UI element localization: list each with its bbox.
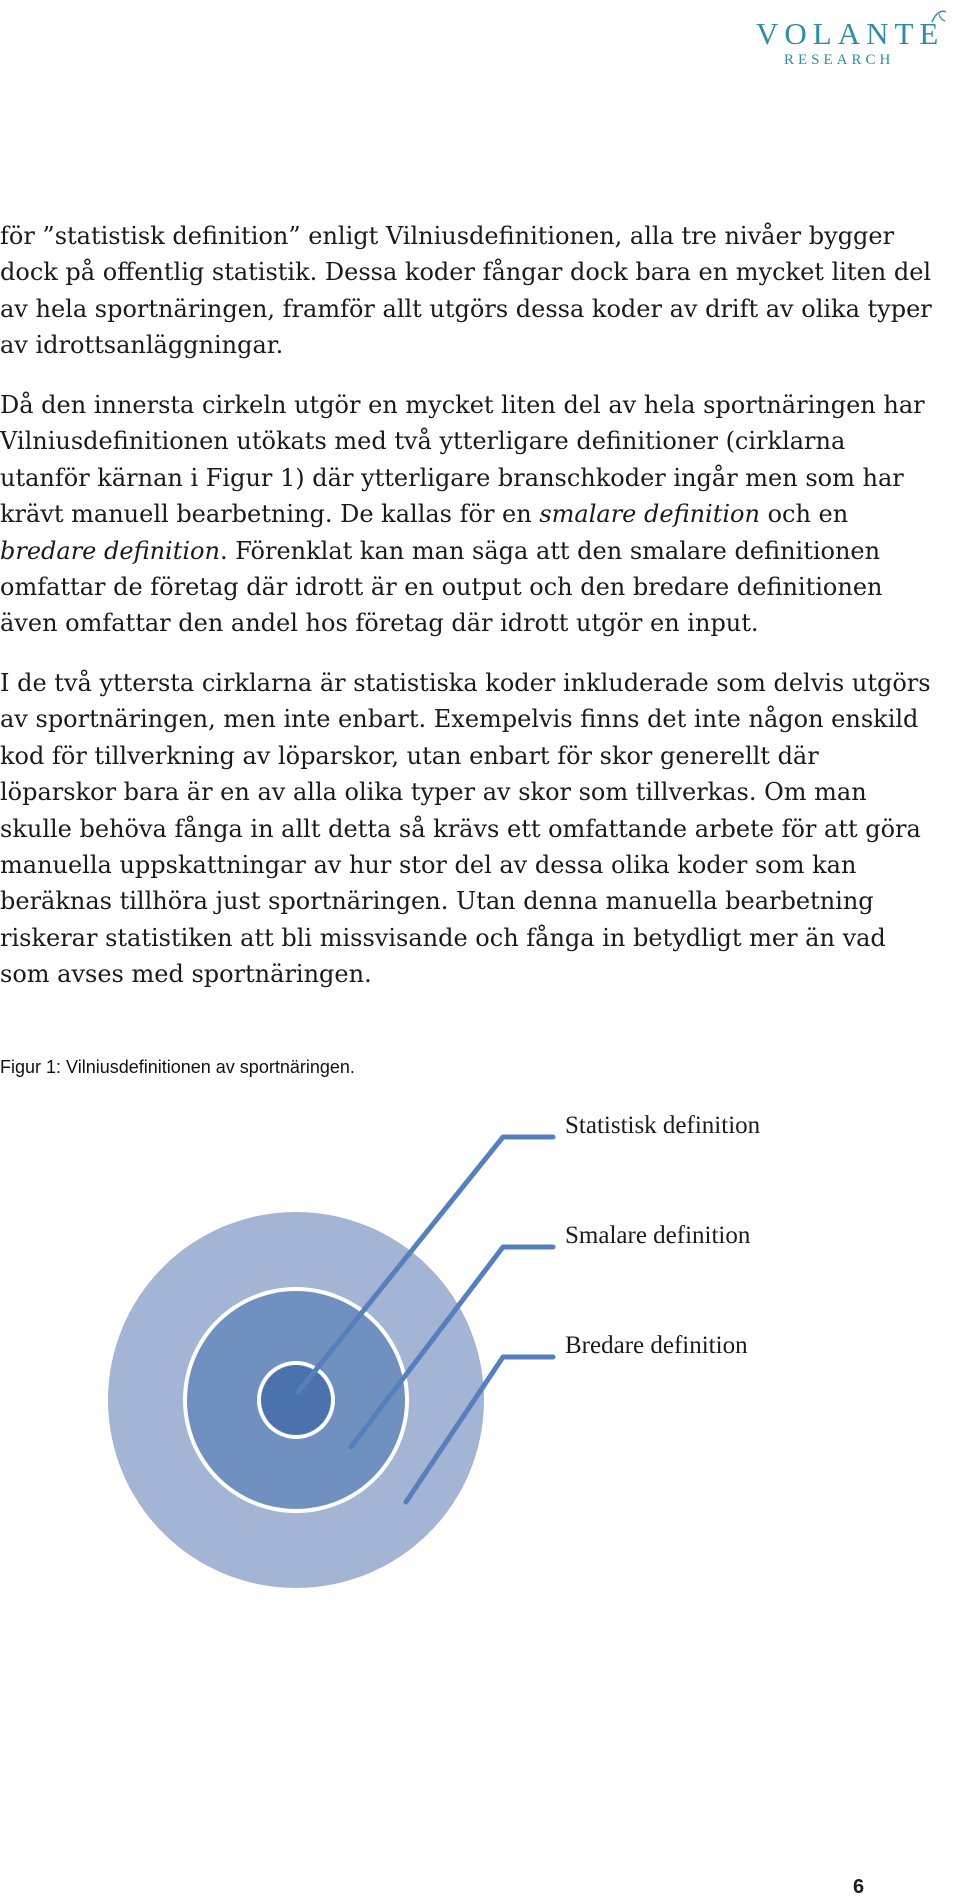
inner-core-statistisk: [261, 1365, 331, 1435]
paragraph-extended-definitions: [0, 387, 940, 642]
label-bredare-definition: Bredare definition: [565, 1332, 748, 1359]
logo-flourish-icon: [930, 8, 948, 28]
vilnius-definition-diagram: [0, 1100, 960, 1620]
paragraph-statistical-definition: för ”statistisk definition” enligt Vilniusdefinitionen, alla tre nivåer bygger dock på offentlig statistik. Dessa koder fångar dock bara en mycket liten del av hela sportnäringen, framför allt utgörs dessa koder av drift av olika typer av idrottsanläggningar.: [0, 222, 932, 360]
label-smalare-definition: Smalare definition: [565, 1222, 751, 1249]
concentric-circles-diagram: [0, 1100, 960, 1620]
paragraph-text: och en: [759, 500, 849, 529]
emphasis-bredare-definition: bredare definition: [0, 536, 220, 565]
volante-research-logo: [748, 8, 948, 68]
paragraph-text: . Förenklat kan man säga att den smalare definitionen omfattar de företag där idrott är en output och den bredare definitionen även omfattar den andel hos företag där idrott utgör en input.: [0, 536, 883, 638]
paragraph-outer-circles: I de två yttersta cirklarna är statistiska koder inkluderade som delvis utgörs av sportnäringen, men inte enbart. Exempelvis finns det inte någon enskild kod för tillverkning av löparskor, utan enbart för skor generellt där löparskor bara är en av alla olika typer av skor som tillverkas. Om man skulle behöva fånga in allt detta så krävs ett omfattande arbete för att göra manuella uppskattningar av hur stor del av dessa olika koder som kan beräknas tillhöra just sportnäringen. Utan denna manuella bearbetning riskerar statistiken att bli missvisande och fånga in betydligt mer än vad som avses med sportnäringen.: [0, 669, 931, 989]
paragraph-text: Då den innersta cirkeln utgör en mycket liten del av hela sportnäringen har Vilniusdefinitionen utökats med två ytterligare definitioner (cirklarna utanför kärnan i Figur 1) där ytterligare branschkoder ingår men som har krävt manuell bearbetning. De kallas för en: [0, 391, 925, 529]
figure-caption: Figur 1: Vilniusdefinitionen av sportnäringen.: [0, 1057, 355, 1077]
label-statistisk-definition: Statistisk definition: [565, 1112, 761, 1139]
logo-subtitle: RESEARCH: [784, 52, 895, 68]
emphasis-smalare-definition: smalare definition: [539, 500, 760, 529]
page-number: 6: [853, 1876, 865, 1898]
logo-wordmark: VOLANTE: [756, 16, 945, 51]
